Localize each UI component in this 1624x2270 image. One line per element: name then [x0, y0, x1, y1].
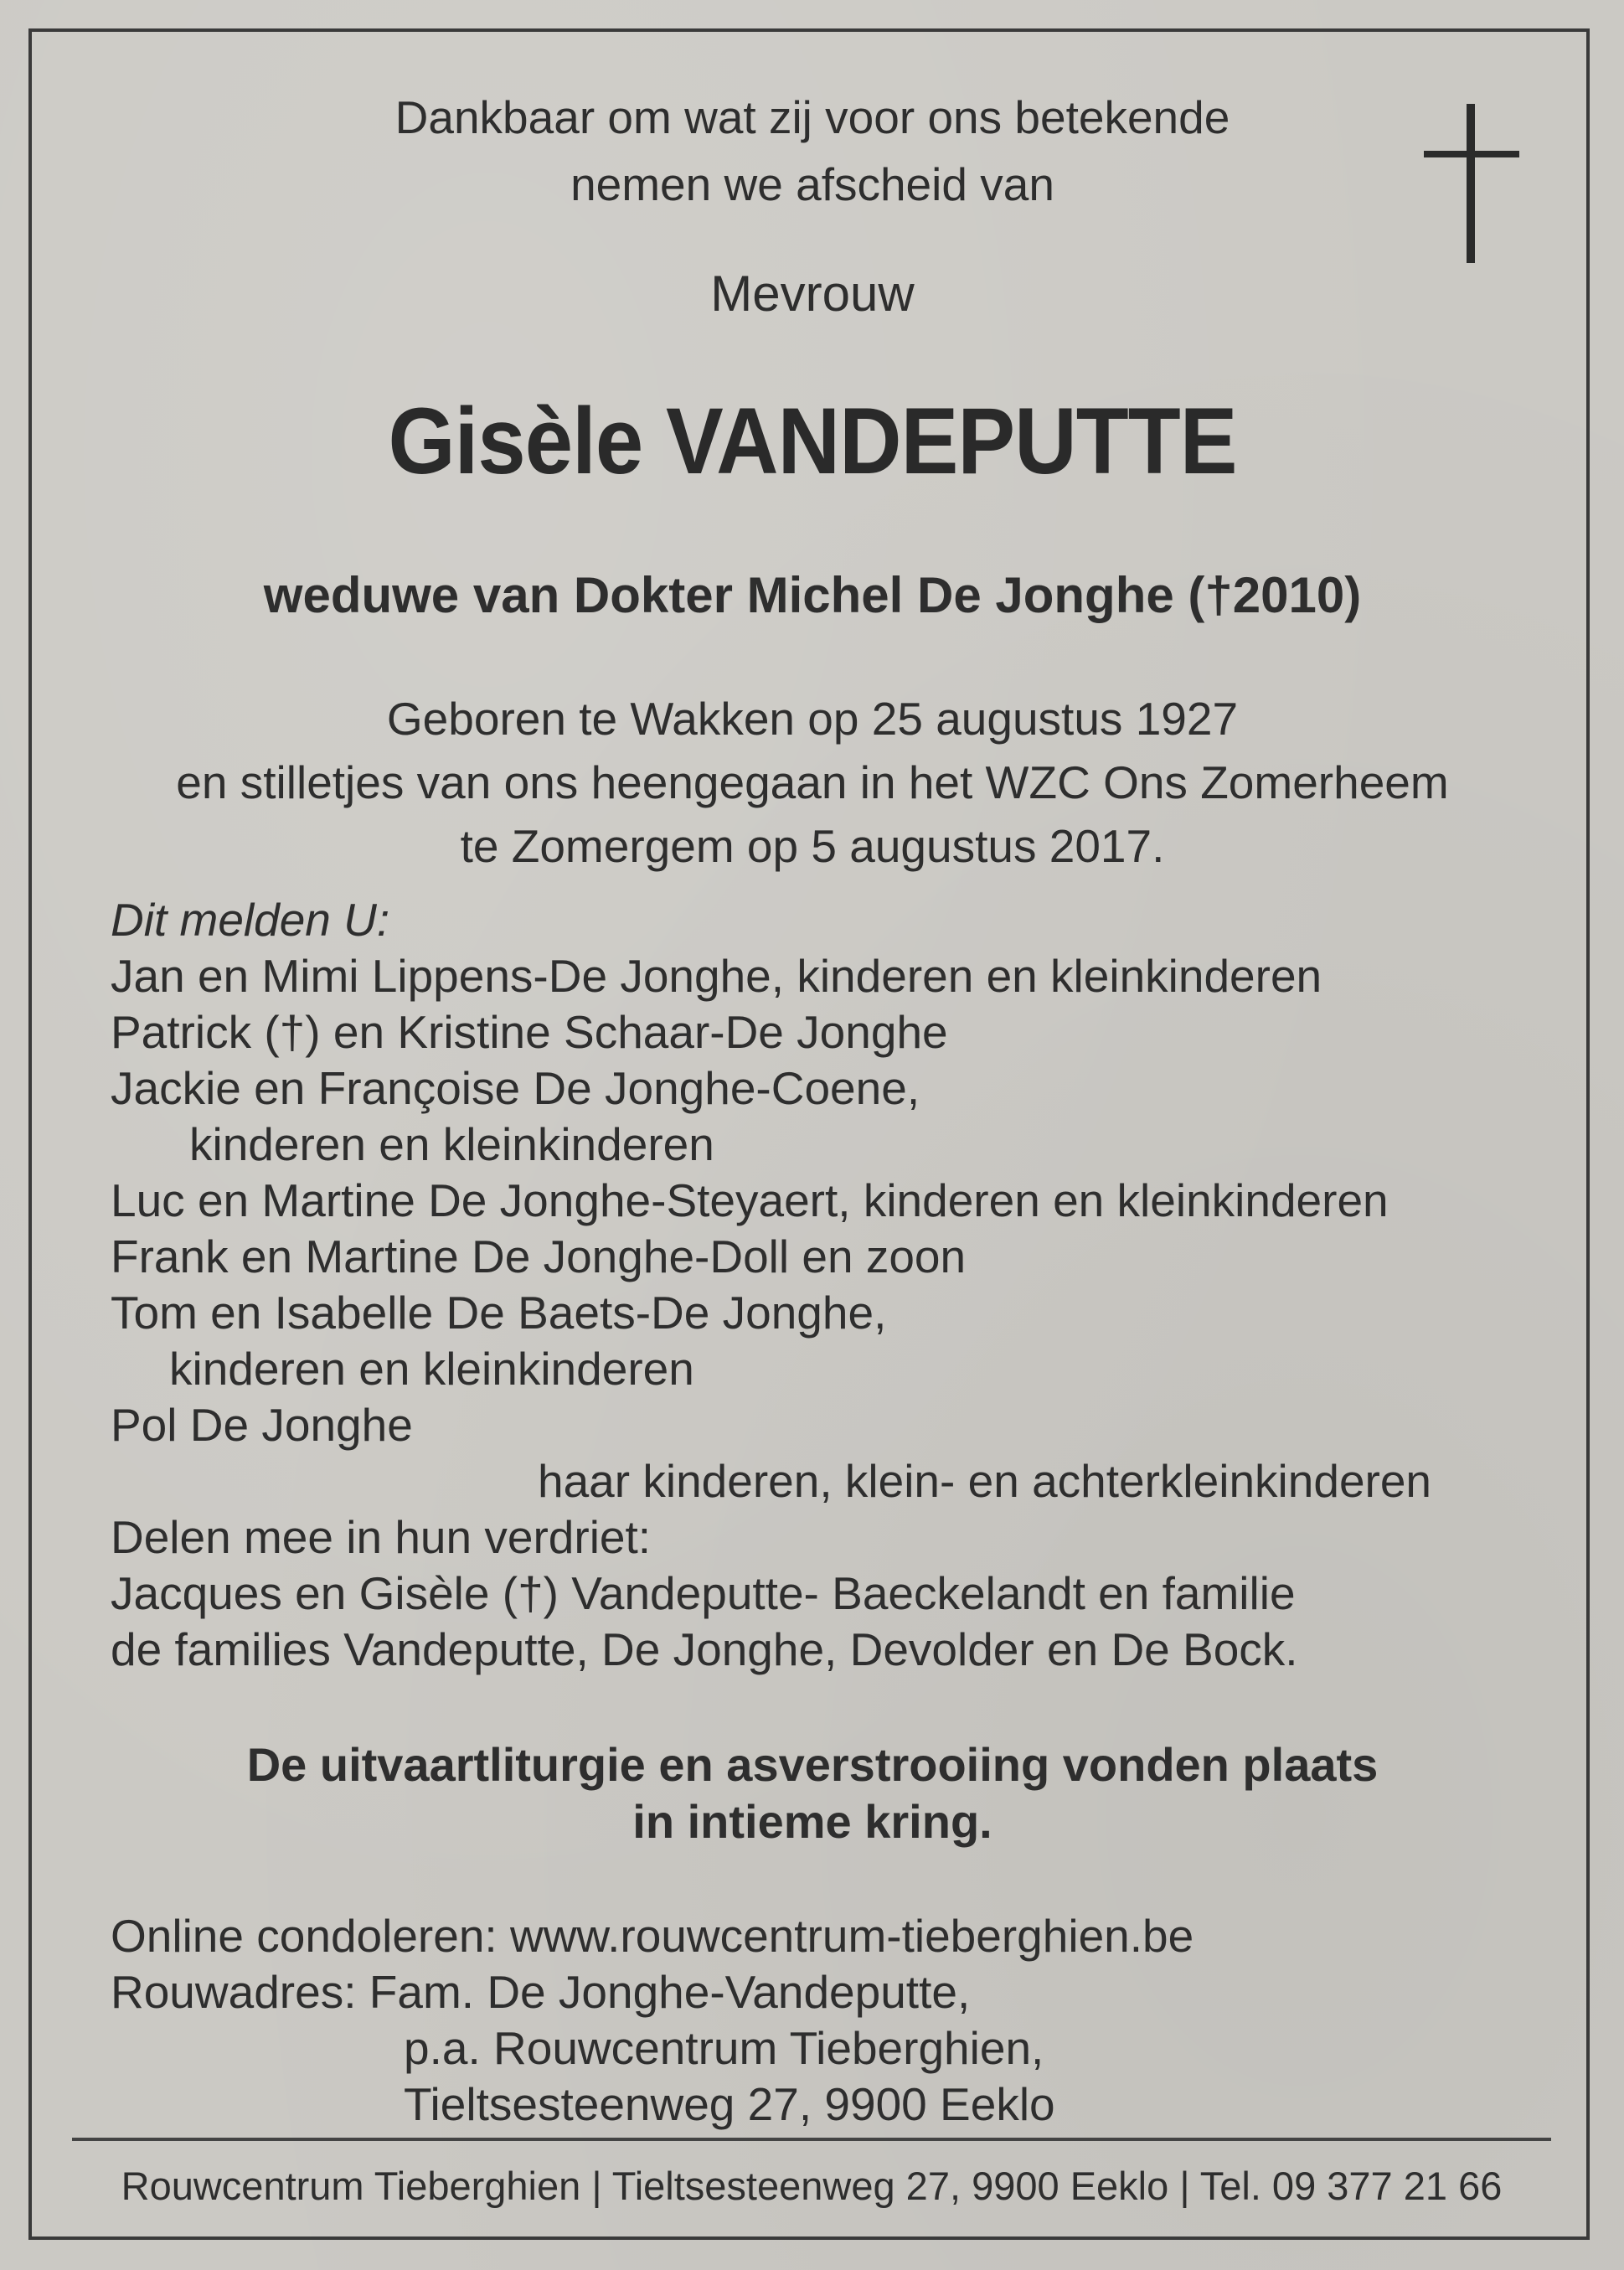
mourning-address-line: p.a. Rouwcentrum Tieberghien,	[404, 2022, 1044, 2074]
mourning-address-line: Rouwadres: Fam. De Jonghe-Vandeputte,	[111, 1966, 971, 2018]
family-line: Frank en Martine De Jonghe-Doll en zoon	[111, 1230, 967, 1282]
contact-info	[111, 1908, 1194, 2133]
family-line: Jan en Mimi Lippens-De Jonghe, kinderen en kleinkinderen	[111, 950, 1322, 1002]
family-line: Jackie en Françoise De Jonghe-Coene,	[111, 1062, 920, 1114]
divider	[72, 2138, 1551, 2141]
intro-line-2: nemen we afscheid van	[570, 158, 1054, 210]
born-line-2: en stilletjes van ons heengegaan in het WZC Ons Zomerheem	[176, 756, 1449, 808]
intro-text	[84, 84, 1541, 218]
announcement-heading: Dit melden U:	[111, 894, 390, 946]
family-line: Tom en Isabelle De Baets-De Jonghe,	[111, 1287, 887, 1339]
mourning-address-line: Tieltsesteenweg 27, 9900 Eeklo	[404, 2078, 1055, 2130]
ceremony-line-2: in intieme kring.	[632, 1795, 992, 1848]
salutation: Mevrouw	[710, 266, 915, 322]
funeral-home-footer: Rouwcentrum Tieberghien | Tieltsesteenweg 27, 9900 Eeklo | Tel. 09 377 21 66	[121, 2164, 1503, 2208]
widow-line: weduwe van Dokter Michel De Jonghe (†2010)	[263, 567, 1362, 623]
family-line: Patrick (†) en Kristine Schaar-De Jonghe	[111, 1006, 948, 1058]
intro-line-1: Dankbaar om wat zij voor ons betekende	[394, 91, 1230, 143]
born-line-1: Geboren te Wakken op 25 augustus 1927	[386, 693, 1239, 745]
family-line: kinderen en kleinkinderen	[189, 1118, 714, 1170]
ceremony-line-1: De uitvaartliturgie en asverstrooiing vonden plaats	[246, 1738, 1379, 1791]
family-list	[111, 892, 1431, 1678]
family-line: Luc en Martine De Jonghe-Steyaert, kinderen en kleinkinderen	[111, 1174, 1389, 1226]
family-line: haar kinderen, klein- en achterkleinkinderen	[538, 1455, 1432, 1507]
family-line: Jacques en Gisèle (†) Vandeputte- Baeckelandt en familie	[111, 1567, 1296, 1619]
birth-death-info	[84, 687, 1541, 878]
ceremony-notice	[84, 1736, 1541, 1850]
deceased-name: Gisèle VANDEPUTTE	[388, 389, 1237, 493]
online-condolences: Online condoleren: www.rouwcentrum-tieberghien.be	[111, 1910, 1194, 1962]
family-line: Delen mee in hun verdriet:	[111, 1511, 652, 1563]
family-line: de families Vandeputte, De Jonghe, Devolder en De Bock.	[111, 1623, 1298, 1675]
family-line: Pol De Jonghe	[111, 1399, 413, 1451]
born-line-3: te Zomergem op 5 augustus 2017.	[460, 820, 1165, 872]
family-line: kinderen en kleinkinderen	[169, 1343, 694, 1395]
